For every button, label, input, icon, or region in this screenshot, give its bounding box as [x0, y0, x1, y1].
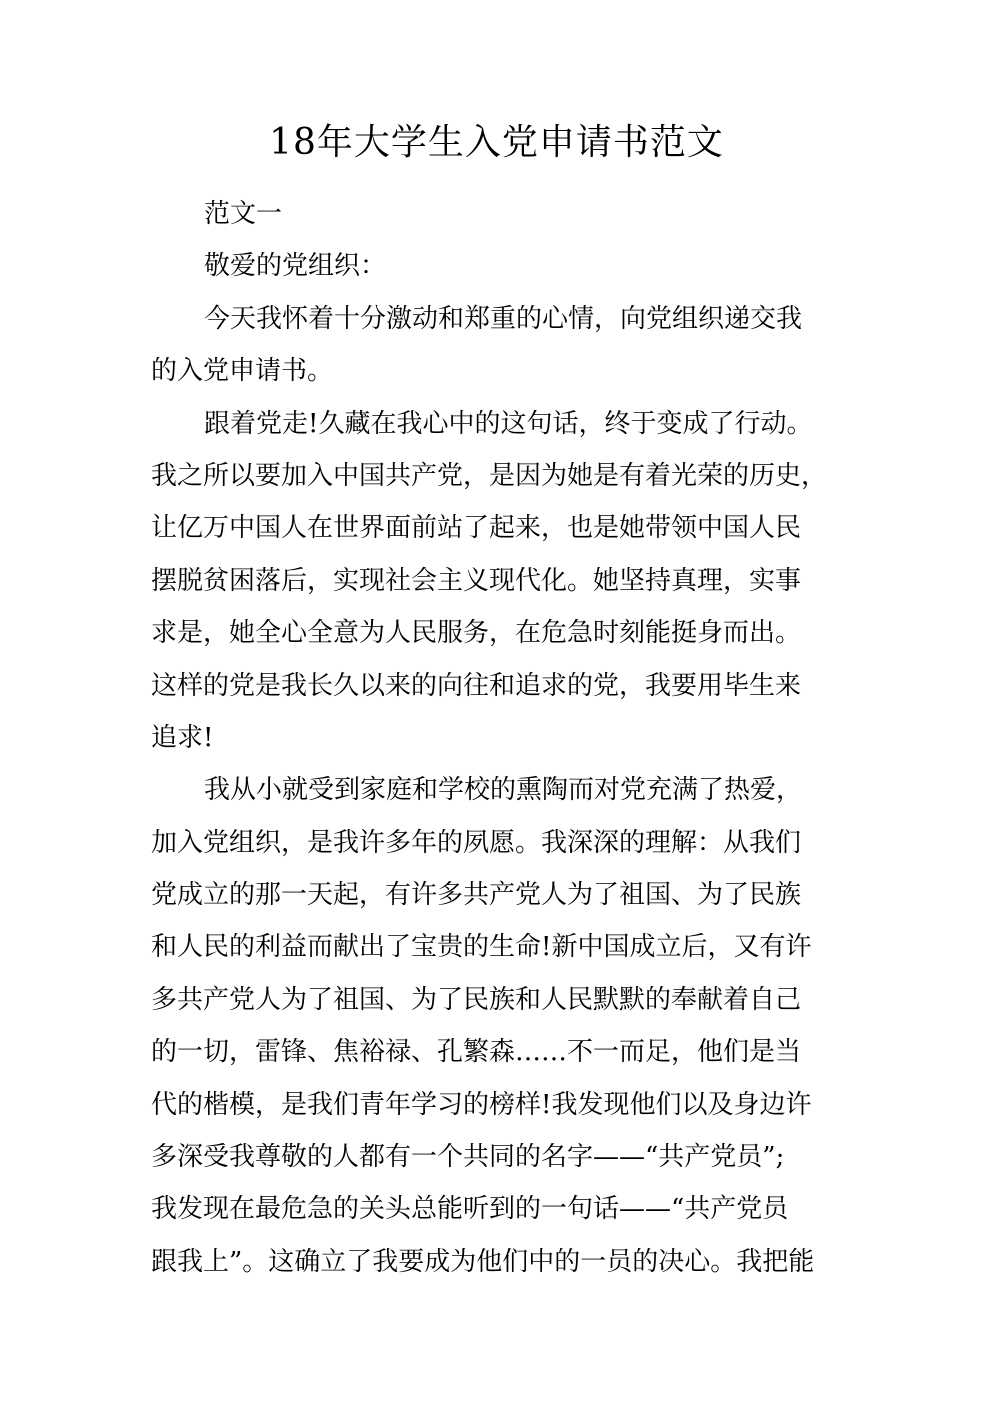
paragraph-line: 的入党申请书。: [151, 356, 334, 387]
paragraph-line: 的一切，雷锋、焦裕禄、孔繁森……不一而足，他们是当: [151, 1037, 802, 1068]
paragraph-line: 我发现在最危急的关头总能听到的一句话——“共产党员: [151, 1194, 789, 1225]
paragraph-line: 加入党组织，是我许多年的夙愿。我深深的理解：从我们: [151, 827, 802, 858]
section-heading: 范文一: [204, 199, 283, 229]
document-title: 18年大学生入党申请书范文: [269, 122, 724, 163]
document-body: [151, 188, 841, 1288]
paragraph-line: 跟着党走!久藏在我心中的这句话，终于变成了行动。: [204, 408, 813, 439]
paragraph-line: 党成立的那一天起，有许多共产党人为了祖国、为了民族: [151, 880, 802, 911]
paragraph-line: 跟我上”。这确立了我要成为他们中的一员的决心。我把能: [151, 1246, 815, 1277]
paragraph-line: 摆脱贫困落后，实现社会主义现代化。她坚持真理，实事: [151, 565, 802, 596]
paragraph-line: 代的楷模，是我们青年学习的榜样!我发现他们以及身边许: [151, 1089, 812, 1120]
paragraph-line: 今天我怀着十分激动和郑重的心情，向党组织递交我: [204, 303, 803, 334]
paragraph-line: 让亿万中国人在世界面前站了起来，也是她带领中国人民: [151, 513, 802, 544]
paragraph-line: 这样的党是我长久以来的向往和追求的党，我要用毕生来: [151, 670, 802, 701]
paragraph-line: 求是，她全心全意为人民服务，在危急时刻能挺身而出。: [151, 618, 802, 649]
paragraph-line: 和人民的利益而献出了宝贵的生命!新中国成立后，又有许: [151, 932, 812, 963]
paragraph-line: 追求!: [151, 722, 214, 753]
salutation: 敬爱的党组织：: [204, 251, 387, 282]
paragraph-line: 我从小就受到家庭和学校的熏陶而对党充满了热爱，: [204, 775, 803, 806]
paragraph-line: 多共产党人为了祖国、为了民族和人民默默的奉献着自己: [151, 984, 802, 1015]
paragraph-line: 我之所以要加入中国共产党，是因为她是有着光荣的历史，: [151, 460, 828, 491]
paragraph-line: 多深受我尊敬的人都有一个共同的名字——“共产党员”;: [151, 1142, 785, 1173]
